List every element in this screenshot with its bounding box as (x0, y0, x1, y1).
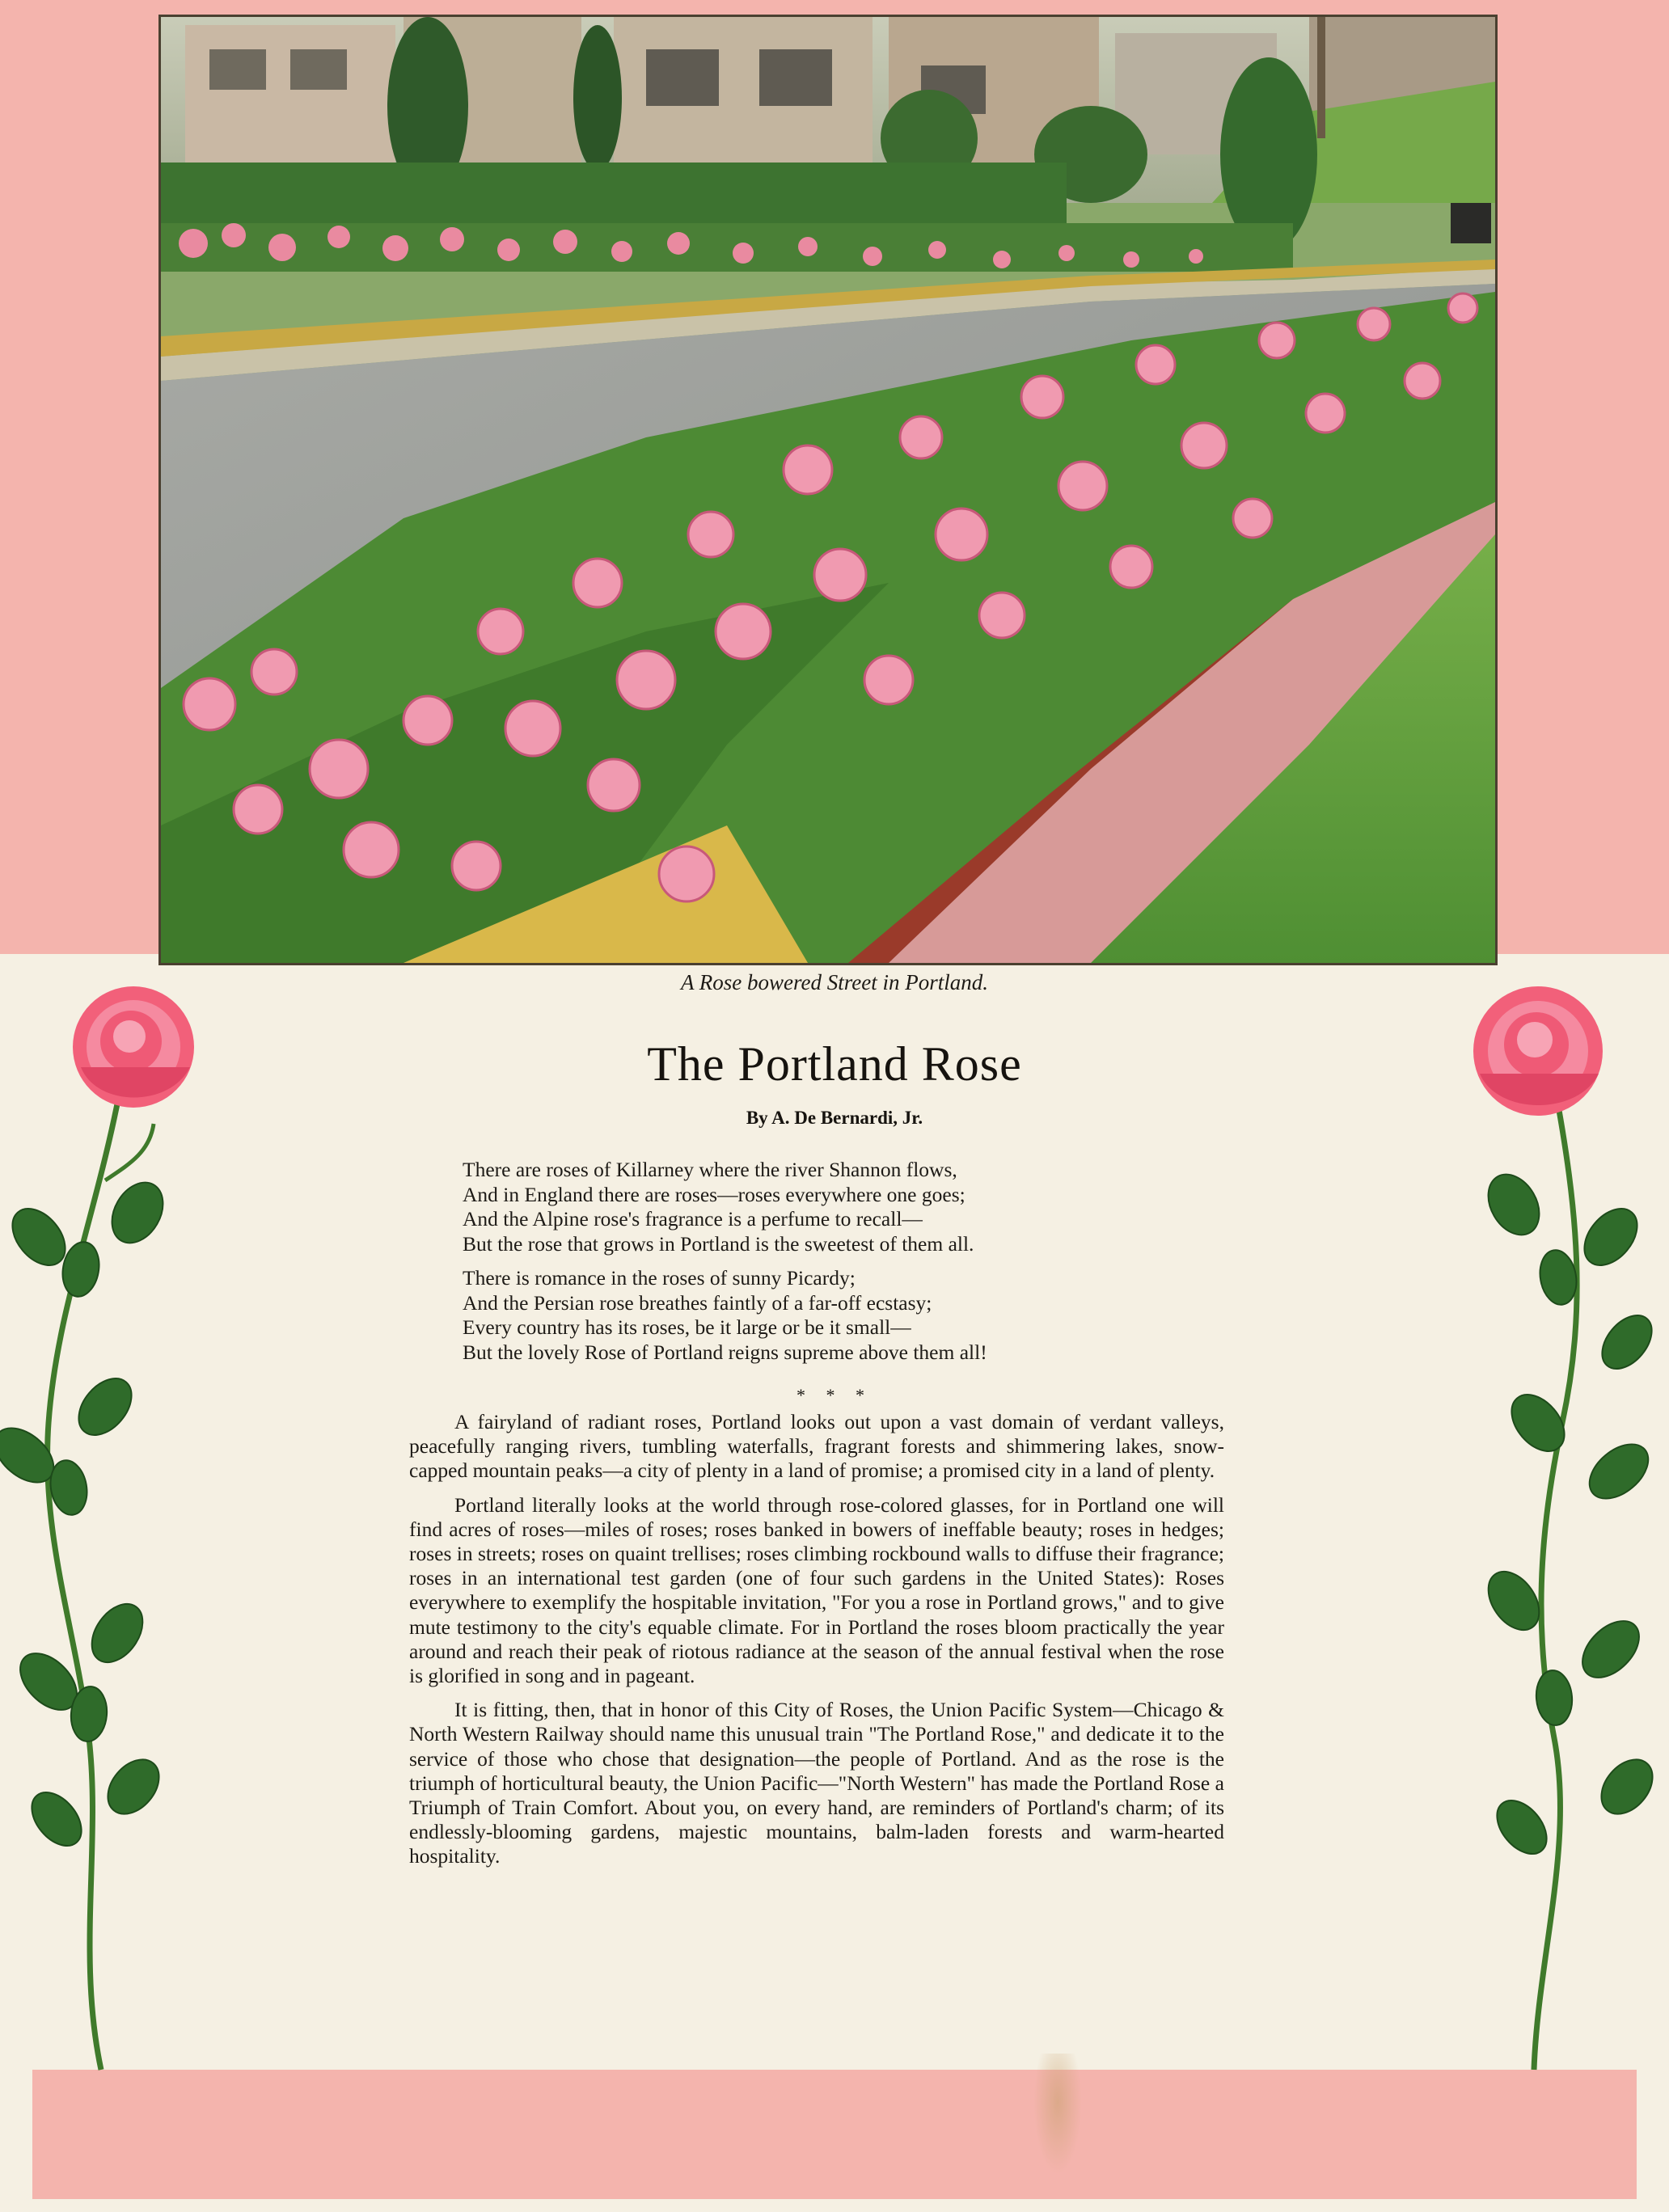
street-illustration (158, 15, 1498, 965)
body-paragraph-1: A fairyland of radiant roses, Portland looks out upon a vast domain of verdant valleys, peacefully ranging rivers, tumbling waterfalls, fragrant forests and shimmering lakes, snow-capped mountain peaks—a city of plenty in a land of promise; a promised city in a land of plenty. (409, 1410, 1224, 1483)
section-separator: * * * (796, 1385, 873, 1405)
poem-line: And the Persian rose breathes faintly of a far-off ecstasy; (463, 1290, 932, 1315)
rose-decoration-left (0, 970, 259, 2086)
body-paragraph-3: It is fitting, then, that in honor of this City of Roses, the Union Pacific System—Chicago & North Western Railway should name this unusual train "The Portland Rose," and dedicate it to the service of those who chose that designation—the people of Portland. And as the rose is the triumph of horticultural beauty, the Union Pacific—"North Western" has made the Portland Rose a Triumph of Train Comfort. About you, on every hand, are reminders of Portland's charm; of its endlessly-blooming gardens, majestic mountains, balm-laden forests and warm-hearted hospitality. (409, 1698, 1224, 1868)
rose-decoration-right (1392, 970, 1659, 2086)
article-body (409, 1410, 1224, 1879)
poem-line: But the rose that grows in Portland is the sweetest of them all. (463, 1231, 974, 1256)
poem-stanza-2 (463, 1266, 1239, 1365)
body-paragraph-2: Portland literally looks at the world through rose-colored glasses, for in Portland one will find acres of roses—miles of roses; roses banked in bowers of ineffable beauty; roses in hedges; roses in streets; roses on quaint trellises; roses climbing rockbound walls to diffuse their fragrance; roses in an international test garden (one of four such gardens in the United States): Roses everywhere to exemplify the hospitable invitation, "For you a rose in Portland grows," and to give mute testimony to the city's equable climate. For in Portland the roses bloom practically the year around and reach their peak of riotous radiance at the season of the annual festival when the rose is glorified in song and in pageant. (409, 1492, 1224, 1688)
poem (463, 1158, 1239, 1374)
poem-line: And in England there are roses—roses everywhere one goes; (463, 1182, 965, 1206)
illustration-caption: A Rose bowered Street in Portland. (681, 970, 988, 994)
pink-bottom-band (32, 2070, 1637, 2199)
poem-line: Every country has its roses, be it large or be it small— (463, 1315, 911, 1339)
poem-line: But the lovely Rose of Portland reigns supreme above them all! (463, 1340, 987, 1364)
poem-line: There are roses of Killarney where the river Shannon flows, (463, 1158, 957, 1181)
poem-line: There is romance in the roses of sunny Picardy; (463, 1266, 856, 1290)
poem-stanza-1 (463, 1158, 1239, 1256)
paper-stain (1033, 2054, 1082, 2175)
poem-line: And the Alpine rose's fragrance is a perfume to recall— (463, 1207, 923, 1231)
article-title: The Portland Rose (647, 1037, 1022, 1091)
article-byline: By A. De Bernardi, Jr. (746, 1108, 923, 1128)
